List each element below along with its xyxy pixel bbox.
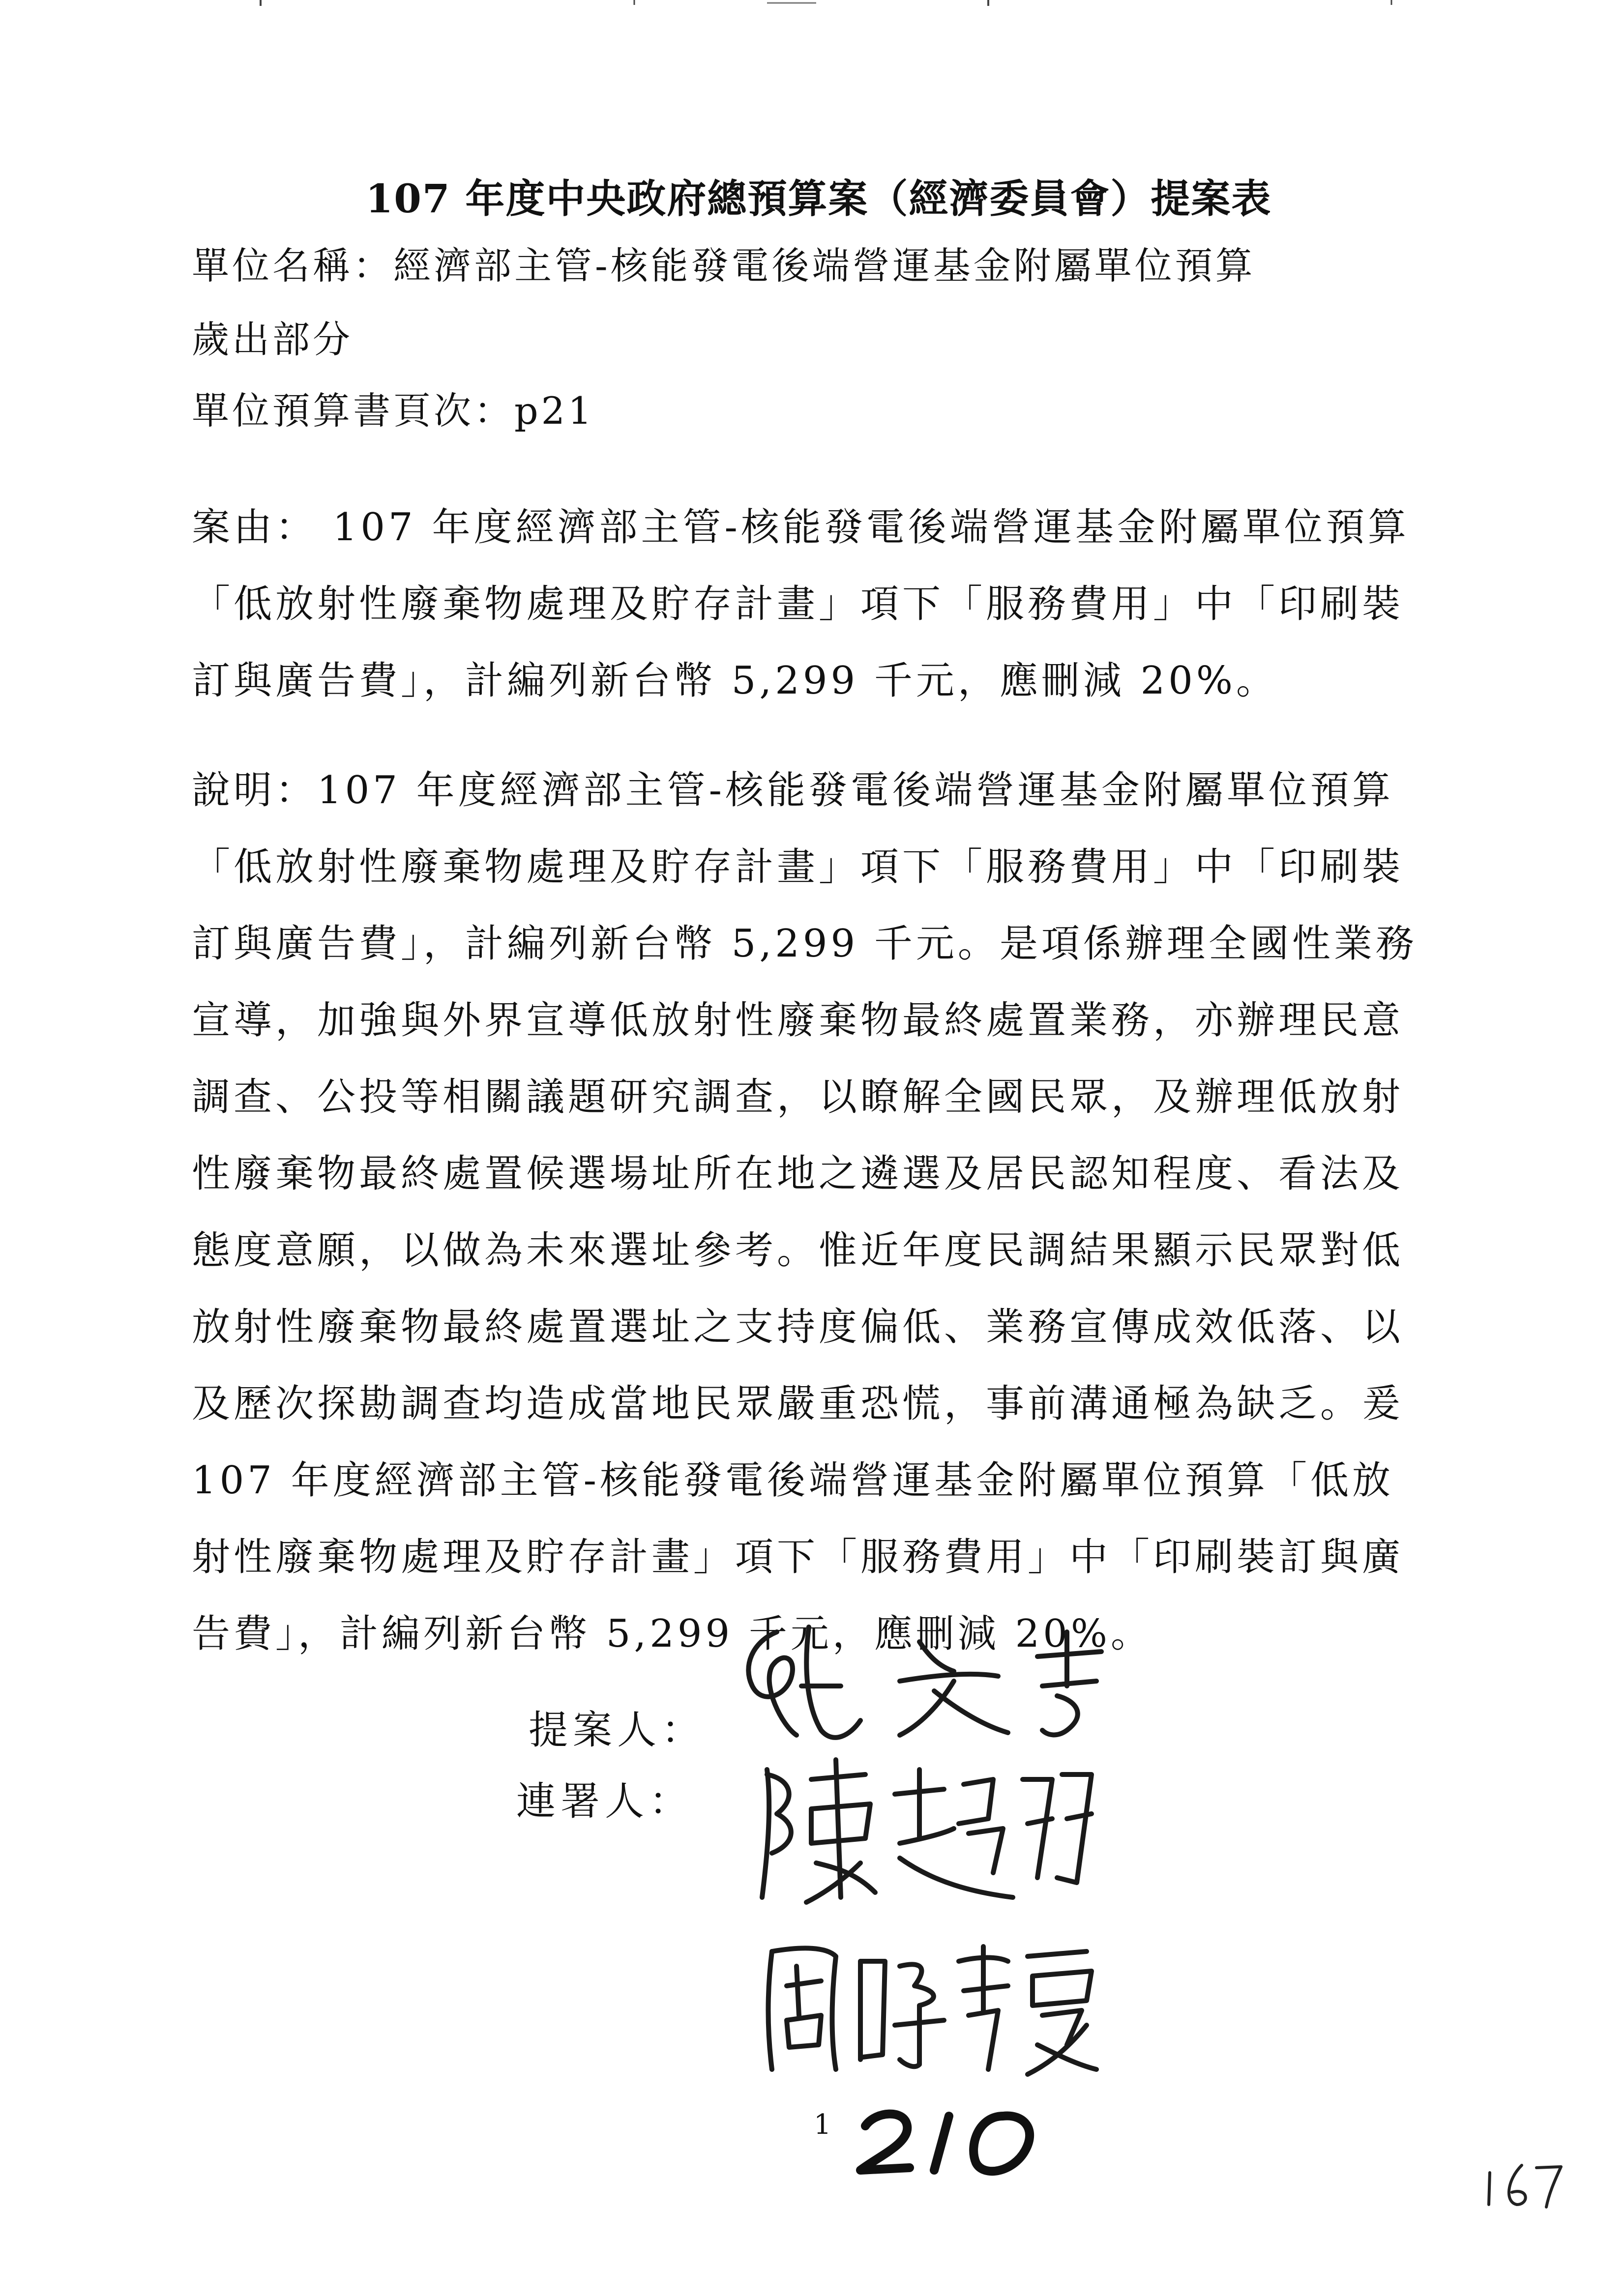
reason-line: 案由： 107 年度經濟部主管-核能發電後端營運基金附屬單位預算 (192, 505, 1410, 550)
section-label: 歲出部分 (192, 318, 353, 361)
reason-line: 訂與廣告費」，計編列新台幣 5,299 千元，應刪減 20%。 (192, 659, 1278, 703)
scan-artifacts (0, 0, 1624, 20)
cosigner-signature-1 (738, 1750, 1111, 1912)
reason-line: 「低放射性廢棄物處理及貯存計畫」項下「服務費用」中「印刷裝 (192, 582, 1404, 626)
explanation-line: 「低放射性廢棄物處理及貯存計畫」項下「服務費用」中「印刷裝 (192, 845, 1404, 889)
page-number: 1 (814, 2109, 831, 2141)
unit-name: 單位名稱：經濟部主管-核能發電後端營運基金附屬單位預算 (192, 244, 1256, 288)
explanation-line: 及歷次探勘調查均造成當地民眾嚴重恐慌，事前溝通極為缺乏。爰 (192, 1382, 1404, 1426)
explanation-line: 說明：107 年度經濟部主管-核能發電後端營運基金附屬單位預算 (192, 768, 1394, 813)
document-title: 107 年度中央政府總預算案（經濟委員會）提案表 (365, 175, 1272, 222)
explanation-line: 態度意願，以做為未來選址參考。惟近年度民調結果顯示民眾對低 (192, 1228, 1404, 1273)
explanation-line: 放射性廢棄物最終處置選址之支持度偏低、業務宣傳成效低落、以 (192, 1305, 1404, 1349)
proposer-signature (723, 1612, 1126, 1750)
cosigner-label: 連署人： (516, 1778, 693, 1824)
explanation-line: 宣導，加強與外界宣導低放射性廢棄物最終處置業務，亦辦理民意 (192, 998, 1404, 1043)
handwritten-corner-number (1480, 2158, 1568, 2212)
explanation-line: 告費」，計編列新台幣 5,299 千元，應刪減 20%。 (192, 1612, 1153, 1656)
reason-paragraph (192, 489, 1450, 719)
explanation-line: 訂與廣告費」，計編列新台幣 5,299 千元。是項係辦理全國性業務 (192, 922, 1417, 966)
handwritten-page-number (851, 2101, 1057, 2180)
page-reference: 單位預算書頁次：p21 (192, 389, 595, 433)
proposer-label: 提案人： (529, 1707, 706, 1753)
explanation-line: 性廢棄物最終處置候選場址所在地之遴選及居民認知程度、看法及 (192, 1152, 1404, 1196)
cosigner-signature-2 (752, 1932, 1116, 2079)
explanation-line: 107 年度經濟部主管-核能發電後端營運基金附屬單位預算「低放 (192, 1458, 1394, 1503)
explanation-paragraph (192, 752, 1450, 1672)
explanation-line: 射性廢棄物處理及貯存計畫」項下「服務費用」中「印刷裝訂與廣 (192, 1535, 1404, 1579)
explanation-line: 調查、公投等相關議題研究調查，以瞭解全國民眾，及辦理低放射 (192, 1075, 1404, 1119)
